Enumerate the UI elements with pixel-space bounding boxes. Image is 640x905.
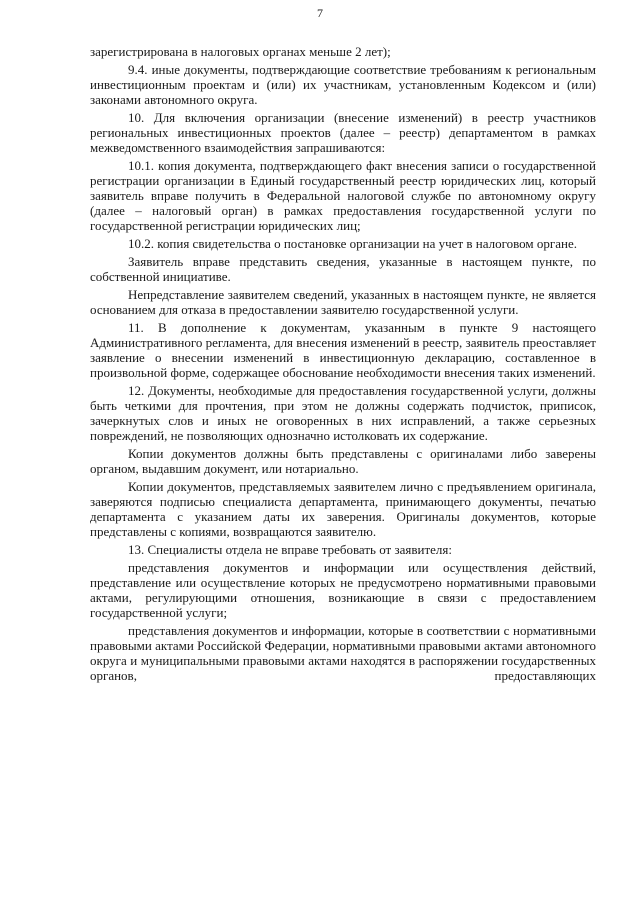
paragraph: 10.2. копия свидетельства о постановке организации на учет в налоговом органе. (128, 236, 577, 251)
page-number: 7 (317, 6, 323, 20)
paragraph: представления документов и информации или осуществления действий, представление или осуществление которых не предусмотрено нормативными правовыми актами, регулирующими отношения, возникающие в связи с предоставлением государственной услуги; (90, 560, 596, 620)
document-body (90, 44, 596, 686)
paragraph: Непредставление заявителем сведений, указанных в настоящем пункте, не является основанием для отказа в предоставлении заявителю государственной услуги. (90, 287, 596, 317)
paragraph: 10. Для включения организации (внесение изменений) в реестр участников региональных инвестиционных проектов (далее – реестр) департаментом в рамках межведомственного взаимодействия запрашиваются: (90, 110, 596, 155)
paragraph: 9.4. иные документы, подтверждающие соответствие требованиям к региональным инвестиционным проектам и (или) их участникам, установленным Кодексом и (или) законами автономного округа. (90, 62, 596, 107)
paragraph: зарегистрирована в налоговых органах меньше 2 лет); (90, 44, 391, 59)
paragraph: 13. Специалисты отдела не вправе требовать от заявителя: (128, 542, 452, 557)
paragraph: 12. Документы, необходимые для предоставления государственной услуги, должны быть четкими для прочтения, при этом не должны содержать подчисток, приписок, зачеркнутых слов и иных не оговоренных в них исправлений, а также серьезных повреждений, не позволяющих однозначно истолковать их содержание. (90, 383, 596, 443)
paragraph: Копии документов должны быть представлены с оригиналами либо заверены органом, выдавшим документ, или нотариально. (90, 446, 596, 476)
paragraph: 10.1. копия документа, подтверждающего факт внесения записи о государственной регистрации организации в Единый государственный реестр юридических лиц, который заявитель вправе получить в Федеральной налоговой службе по автономному округу (далее – налоговый орган) в рамках предоставления государственной услуги по государственной регистрации юридических лиц; (90, 158, 596, 233)
paragraph: Копии документов, представляемых заявителем лично с предъявлением оригинала, заверяются подписью специалиста департамента, принимающего документы, печатью департамента с указанием даты их заверения. Оригиналы документов, которые представлены с копиями, возвращаются заявителю. (90, 479, 596, 539)
paragraph: представления документов и информации, которые в соответствии с нормативными правовыми актами Российской Федерации, нормативными правовыми актами автономного округа и муниципальными правовыми актами находятся в распоряжении государственных органов, предоставляющих (90, 623, 596, 683)
paragraph: 11. В дополнение к документам, указанным в пункте 9 настоящего Административного регламента, для внесения изменений в реестр, заявитель преоставляет заявление о внесении изменений в инвестиционную декларацию, составленное в произвольной форме, содержащее обоснование необходимости внесения таких изменений. (90, 320, 596, 380)
paragraph: Заявитель вправе представить сведения, указанные в настоящем пункте, по собственной инициативе. (90, 254, 596, 284)
